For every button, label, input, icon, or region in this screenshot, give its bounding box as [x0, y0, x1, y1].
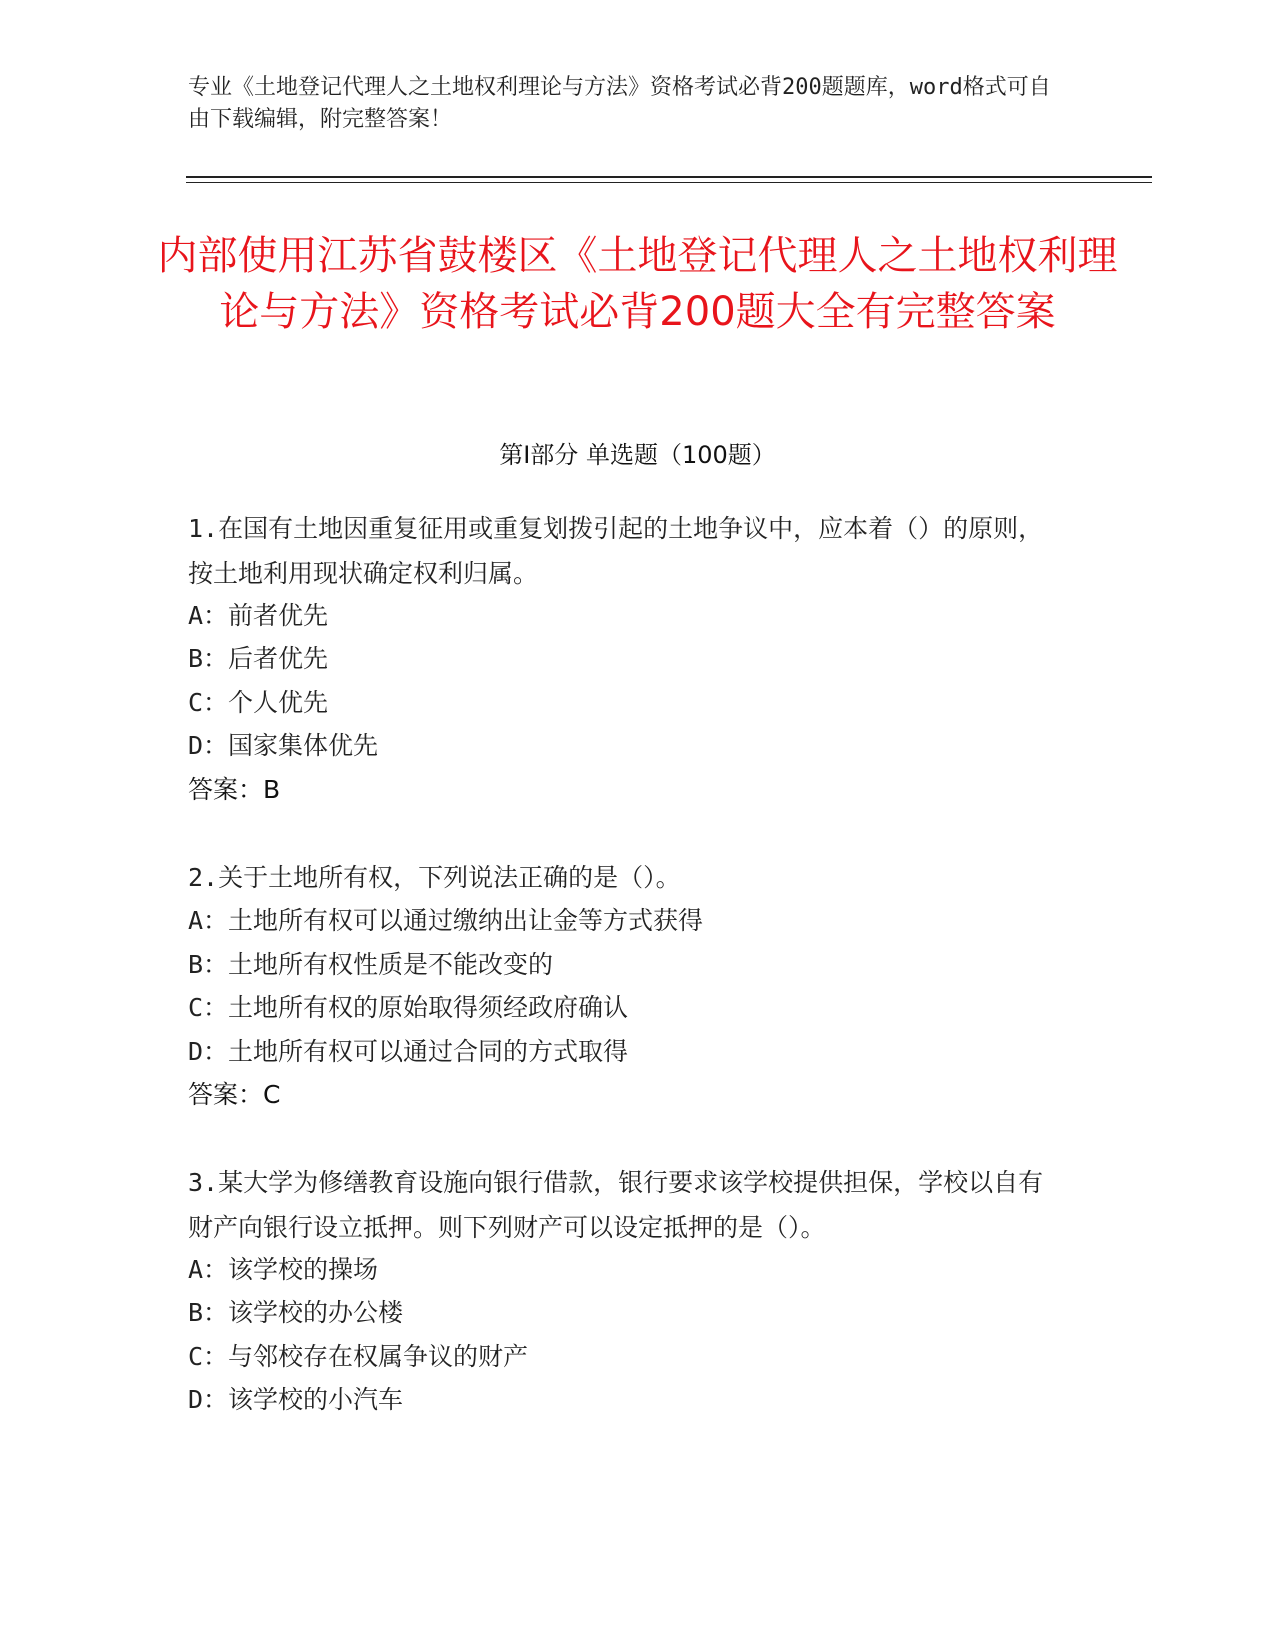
section-heading: 第Ⅰ部分 单选题（100题）	[499, 441, 776, 469]
question-3-text: 3.某大学为修缮教育设施向银行借款，银行要求该学校提供担保，学校以自有财产向银行设立抵押。则下列财产可以设定抵押的是（）。	[188, 1168, 1044, 1242]
header-note: 专业《土地登记代理人之土地权利理论与方法》资格考试必背200题题库，word格式可自由下载编辑，附完整答案！	[188, 75, 1051, 132]
question-2-option-c: C：土地所有权的原始取得须经政府确认	[188, 993, 629, 1022]
question-1-option-d: D：国家集体优先	[188, 731, 379, 760]
question-3-option-d: D：该学校的小汽车	[188, 1385, 404, 1414]
header-divider-thick	[186, 176, 1152, 178]
question-2-option-a: A：土地所有权可以通过缴纳出让金等方式获得	[188, 906, 704, 935]
question-1-option-c: C：个人优先	[188, 688, 329, 717]
question-2-text: 2.关于土地所有权，下列说法正确的是（）。	[188, 863, 681, 892]
question-1-text: 1.在国有土地因重复征用或重复划拨引起的土地争议中，应本着（）的原则，按土地利用现状确定权利归属。	[188, 514, 1044, 588]
question-3-option-a: A：该学校的操场	[188, 1255, 379, 1284]
header-divider-thin	[186, 182, 1152, 183]
question-2-option-b: B：土地所有权性质是不能改变的	[188, 950, 554, 979]
question-1-answer: 答案：B	[188, 775, 281, 804]
question-3-option-c: C：与邻校存在权属争议的财产	[188, 1342, 529, 1371]
question-3-option-b: B：该学校的办公楼	[188, 1298, 404, 1327]
question-1-option-a: A：前者优先	[188, 601, 329, 630]
question-1-option-b: B：后者优先	[188, 644, 329, 673]
question-2-answer: 答案：C	[188, 1080, 281, 1109]
document-title: 内部使用江苏省鼓楼区《土地登记代理人之土地权利理论与方法》资格考试必背200题大全有完整答案	[157, 233, 1118, 335]
question-2-option-d: D：土地所有权可以通过合同的方式取得	[188, 1037, 629, 1066]
